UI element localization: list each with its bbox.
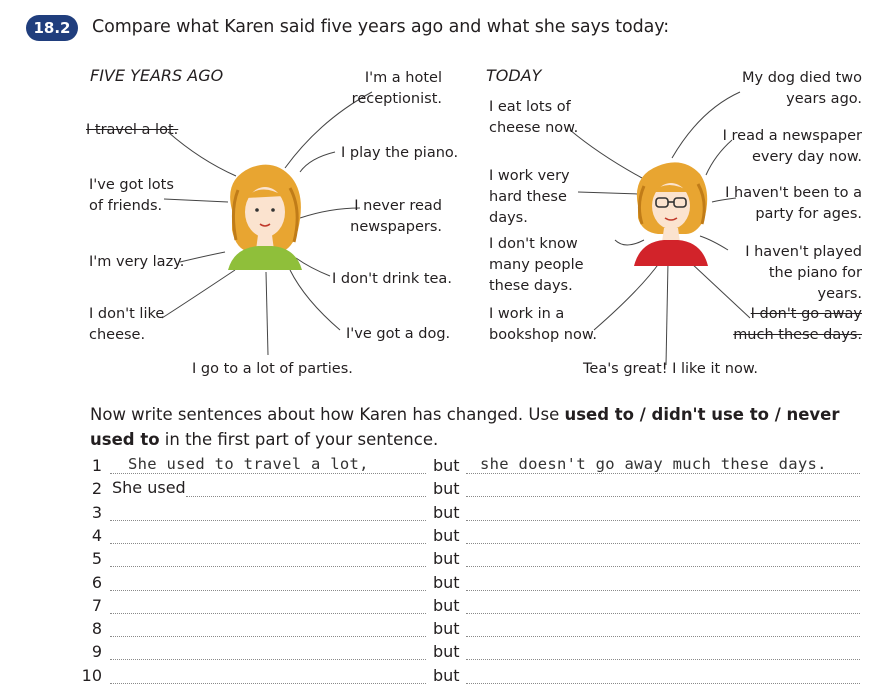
but-label: but: [433, 666, 460, 685]
answer-number: 4: [91, 526, 102, 545]
statement-past-dog: I've got a dog.: [346, 326, 451, 342]
answer-row: [0, 501, 885, 524]
exercise-number-badge: 18.2: [26, 15, 78, 41]
answer-row: [0, 617, 885, 640]
answer-first-part[interactable]: She used to travel a lot,: [128, 455, 369, 473]
instructions-text-before: Now write sentences about how Karen has changed. Use: [90, 405, 565, 424]
answer-row: [0, 477, 885, 500]
answer-line-first: [110, 543, 426, 544]
answer-line-first: [110, 636, 426, 637]
answer-line-second: [466, 683, 860, 684]
answer-line-second: [466, 590, 860, 591]
answer-row: [0, 524, 885, 547]
statement-past-piano: I play the piano.: [341, 145, 459, 161]
statement-now-work: I work very hard these days.: [489, 168, 570, 226]
answer-line-second: [466, 566, 860, 567]
karen-past-illustration: [220, 160, 310, 270]
statement-now-newspaper: I read a newspaper every day now.: [722, 128, 862, 165]
statement-now-piano: I haven't played the piano for years.: [745, 244, 862, 302]
answer-row: [0, 664, 885, 687]
karen-now-illustration: [628, 158, 714, 266]
answer-line-second: [466, 496, 860, 497]
answer-number: 2: [91, 479, 102, 498]
statement-past-friends: I've got lots of friends.: [89, 177, 174, 214]
answer-number: 10: [81, 666, 102, 685]
answer-number: 9: [91, 642, 102, 661]
statement-past-cheese: I don't like cheese.: [89, 306, 165, 343]
answer-first-part[interactable]: She used: [112, 478, 186, 497]
answer-line-first: [110, 613, 426, 614]
statement-past-hotel: I'm a hotel receptionist.: [351, 70, 442, 107]
but-label: but: [433, 456, 460, 475]
answer-row: [0, 594, 885, 617]
answer-line-second: [466, 659, 860, 660]
answer-number: 1: [91, 456, 102, 475]
answer-number: 5: [91, 549, 102, 568]
answer-line-first: [110, 659, 426, 660]
answer-number: 3: [91, 503, 102, 522]
statement-now-cheese: I eat lots of cheese now.: [489, 99, 579, 136]
statement-past-travel: I travel a lot.: [86, 122, 179, 138]
but-label: but: [433, 479, 460, 498]
instructions-text-after: in the first part of your sentence.: [159, 430, 439, 449]
statement-now-party: I haven't been to a party for ages.: [725, 185, 862, 222]
answer-row: [0, 640, 885, 663]
statement-past-tea: I don't drink tea.: [332, 271, 452, 287]
statement-now-bookshop: I work in a bookshop now.: [489, 306, 597, 343]
answer-number: 6: [91, 573, 102, 592]
answer-line-first: [110, 473, 426, 474]
but-label: but: [433, 619, 460, 638]
answer-row: [0, 547, 885, 570]
instructions-bold-forms: used to / didn't use to / never used to: [90, 405, 840, 449]
answer-row: [0, 571, 885, 594]
answer-line-second: [466, 520, 860, 521]
answer-line-first: [110, 566, 426, 567]
answer-line-second: [466, 613, 860, 614]
answer-line-second: [466, 636, 860, 637]
answer-number: 7: [91, 596, 102, 615]
answer-line-second: [466, 543, 860, 544]
statement-now-tea: Tea's great! I like it now.: [583, 361, 758, 377]
exercise-heading: Compare what Karen said five years ago and what she says today:: [92, 17, 670, 37]
instructions: [90, 402, 860, 452]
statement-now-away: I don't go away much these days.: [733, 306, 862, 343]
statement-past-newspapers: I never read newspapers.: [350, 198, 442, 235]
answer-line-first: [186, 496, 426, 497]
answer-line-second: [466, 473, 860, 474]
answer-line-first: [110, 520, 426, 521]
five-years-ago-title: FIVE YEARS AGO: [90, 66, 224, 85]
answer-line-first: [110, 683, 426, 684]
answer-second-part[interactable]: she doesn't go away much these days.: [480, 455, 827, 473]
today-title: TODAY: [486, 66, 542, 85]
statement-now-people: I don't know many people these days.: [489, 236, 584, 294]
but-label: but: [433, 526, 460, 545]
but-label: but: [433, 596, 460, 615]
statement-now-dog: My dog died two years ago.: [742, 70, 862, 107]
answer-row: [0, 454, 885, 477]
but-label: but: [433, 642, 460, 661]
answer-line-first: [110, 590, 426, 591]
statement-past-lazy: I'm very lazy.: [89, 254, 185, 270]
but-label: but: [433, 573, 460, 592]
but-label: but: [433, 503, 460, 522]
statement-past-parties: I go to a lot of parties.: [192, 361, 353, 377]
but-label: but: [433, 549, 460, 568]
answer-number: 8: [91, 619, 102, 638]
